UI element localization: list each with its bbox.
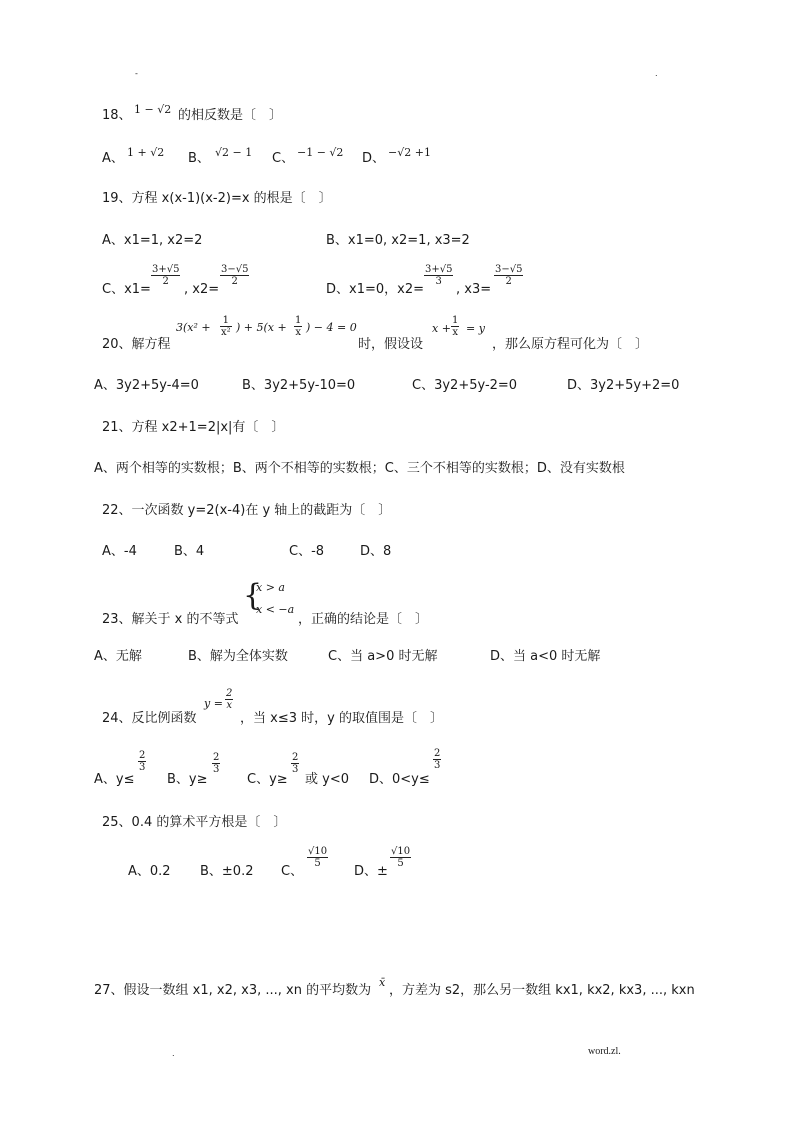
q23-suffix: ，正确的结论是〔 〕 xyxy=(298,612,429,627)
q27-text-b: ，方差为 s2，那么另一数组 kx1, kx2, kx3, ..., kxn xyxy=(389,983,695,998)
q19-option-d-fraction-2 xyxy=(494,264,523,287)
q20-prefix: 20、解方程 xyxy=(102,337,171,352)
q18-option-b-label: B、 xyxy=(188,151,210,166)
q24-b-den: 3 xyxy=(213,764,220,775)
q19-d-frac2-den: 2 xyxy=(505,276,512,287)
q22-option-b: B、4 xyxy=(174,544,205,559)
q24-option-b-fraction xyxy=(212,752,220,775)
q24-prefix: 24、反比例函数 xyxy=(102,711,197,726)
q23-brace: { xyxy=(243,578,263,613)
q25-option-c-label: C、 xyxy=(281,864,304,879)
q24-function-left: y = xyxy=(204,697,223,710)
q20-equation-left: 3(x² + xyxy=(176,321,211,334)
q19-option-c-fraction-1 xyxy=(151,264,180,287)
header-left-mark: - xyxy=(135,69,138,78)
q19-option-c-mid: , x2= xyxy=(184,282,220,297)
q18-option-a-expr: 1 + √2 xyxy=(127,146,165,159)
q24-d-num: 2 xyxy=(434,748,441,759)
footer-left-mark: . xyxy=(172,1049,175,1058)
q24-c-den: 3 xyxy=(292,764,299,775)
q19-option-a: A、x1=1, x2=2 xyxy=(102,233,203,248)
q20-eq-frac2-den: x xyxy=(295,327,301,338)
q19-c-frac1-num: 3+√5 xyxy=(152,264,180,275)
q19-d-frac2-num: 3−√5 xyxy=(495,264,523,275)
q18-option-b-expr: √2 − 1 xyxy=(215,146,253,159)
q20-sub-frac-den: x xyxy=(452,327,458,338)
q18-option-a-label: A、 xyxy=(102,151,124,166)
q24-c-num: 2 xyxy=(292,752,299,763)
q20-option-d: D、3y2+5y+2=0 xyxy=(567,378,680,393)
q20-equation-fraction-2 xyxy=(294,315,302,338)
q25-c-den: 5 xyxy=(314,858,321,869)
q20-option-a: A、3y2+5y-4=0 xyxy=(94,378,199,393)
q25-option-d-label: D、± xyxy=(354,864,388,879)
q22-text: 22、一次函数 y=2(x-4)在 y 轴上的截距为〔 〕 xyxy=(102,503,392,518)
q25-option-c-fraction xyxy=(307,846,328,869)
q19-c-frac2-num: 3−√5 xyxy=(221,264,249,275)
q23-option-d: D、当 a<0 时无解 xyxy=(490,649,601,664)
q20-eq-frac1-den: x² xyxy=(221,327,231,338)
q25-option-b: B、±0.2 xyxy=(200,864,254,879)
q19-option-d-mid: , x3= xyxy=(456,282,492,297)
q18-prefix: 18、 xyxy=(102,108,132,123)
footer-text: word.zl. xyxy=(588,1046,621,1057)
q24-option-a-fraction xyxy=(138,750,146,773)
q25-text: 25、0.4 的算术平方根是〔 〕 xyxy=(102,815,287,830)
q20-sub-right: = y xyxy=(466,322,485,335)
q24-option-c-fraction xyxy=(291,752,299,775)
q18-suffix: 的相反数是〔 〕 xyxy=(178,108,283,123)
q21-text: 21、方程 x2+1=2|x|有〔 〕 xyxy=(102,420,285,435)
q19-option-d-fraction-1 xyxy=(424,264,453,287)
q24-option-d-label: D、0<y≤ xyxy=(369,772,430,787)
q24-option-b-label: B、y≥ xyxy=(167,772,208,787)
q19-option-b: B、x1=0, x2=1, x3=2 xyxy=(326,233,470,248)
q24-d-den: 3 xyxy=(434,760,441,771)
q22-option-a: A、-4 xyxy=(102,544,137,559)
q24-function-fraction xyxy=(225,688,233,711)
q24-b-num: 2 xyxy=(213,752,220,763)
header-right-mark: . xyxy=(655,69,658,78)
q19-option-c-fraction-2 xyxy=(220,264,249,287)
q20-suffix: ，那么原方程可化为〔 〕 xyxy=(492,337,649,352)
q25-option-d-fraction xyxy=(390,846,411,869)
q20-sub-fraction xyxy=(451,315,459,338)
q23-line-2: x < −a xyxy=(256,603,295,616)
q20-option-b: B、3y2+5y-10=0 xyxy=(242,378,356,393)
q25-d-num: √10 xyxy=(391,846,411,857)
q24-func-den: x xyxy=(226,700,232,711)
q18-option-d-label: D、 xyxy=(362,151,386,166)
q20-option-c: C、3y2+5y-2=0 xyxy=(412,378,518,393)
q19-option-c-label: C、x1= xyxy=(102,282,151,297)
q20-sub-frac-num: 1 xyxy=(452,315,459,326)
q19-c-frac2-den: 2 xyxy=(231,276,238,287)
q20-eq-frac1-num: 1 xyxy=(220,315,232,327)
q19-c-frac1-den: 2 xyxy=(162,276,169,287)
q18-option-d-expr: −√2 +1 xyxy=(388,146,431,159)
q20-equation-mid: ) + 5(x + xyxy=(236,321,287,334)
q24-suffix: ，当 x≤3 时，y 的取值围是〔 〕 xyxy=(240,711,443,726)
q24-option-a-label: A、y≤ xyxy=(94,772,135,787)
q23-option-a: A、无解 xyxy=(94,649,142,664)
q20-middle: 时，假设设 xyxy=(358,337,424,352)
q20-equation-fraction-1 xyxy=(220,315,232,338)
q25-d-den: 5 xyxy=(397,858,404,869)
q18-expression: 1 − √2 xyxy=(134,103,172,116)
q23-line-1: x > a xyxy=(256,581,285,594)
q25-option-a: A、0.2 xyxy=(128,864,171,879)
q25-c-num: √10 xyxy=(308,846,328,857)
q20-equation-right: ) − 4 = 0 xyxy=(306,321,357,334)
q24-option-c-tail: 或 y<0 xyxy=(305,772,349,787)
q23-prefix: 23、解关于 x 的不等式 xyxy=(102,612,239,627)
q19-text: 19、方程 x(x-1)(x-2)=x 的根是〔 〕 xyxy=(102,191,332,206)
q24-option-d-fraction xyxy=(433,748,441,771)
q19-d-frac1-num: 3+√5 xyxy=(425,264,453,275)
q24-func-num: 2 xyxy=(226,688,233,699)
q23-option-b: B、解为全体实数 xyxy=(188,649,288,664)
q18-option-c-label: C、 xyxy=(272,151,295,166)
q19-option-d-label: D、x1=0，x2= xyxy=(326,282,424,297)
q23-option-c: C、当 a>0 时无解 xyxy=(328,649,438,664)
q27-xbar: x̄ xyxy=(379,976,386,989)
q24-a-den: 3 xyxy=(139,762,146,773)
q18-option-c-expr: −1 − √2 xyxy=(297,146,344,159)
q19-d-frac1-den: 3 xyxy=(435,276,442,287)
q20-sub-left: x + xyxy=(432,322,451,335)
q21-options: A、两个相等的实数根；B、两个不相等的实数根；C、三个不相等的实数根；D、没有实数根 xyxy=(94,461,625,476)
q27-text-a: 27、假设一数组 x1, x2, x3, ..., xn 的平均数为 xyxy=(94,983,372,998)
q22-option-d: D、8 xyxy=(360,544,392,559)
q22-option-c: C、-8 xyxy=(289,544,325,559)
q20-eq-frac2-num: 1 xyxy=(295,315,302,326)
q24-a-num: 2 xyxy=(139,750,146,761)
q24-option-c-label: C、y≥ xyxy=(247,772,288,787)
